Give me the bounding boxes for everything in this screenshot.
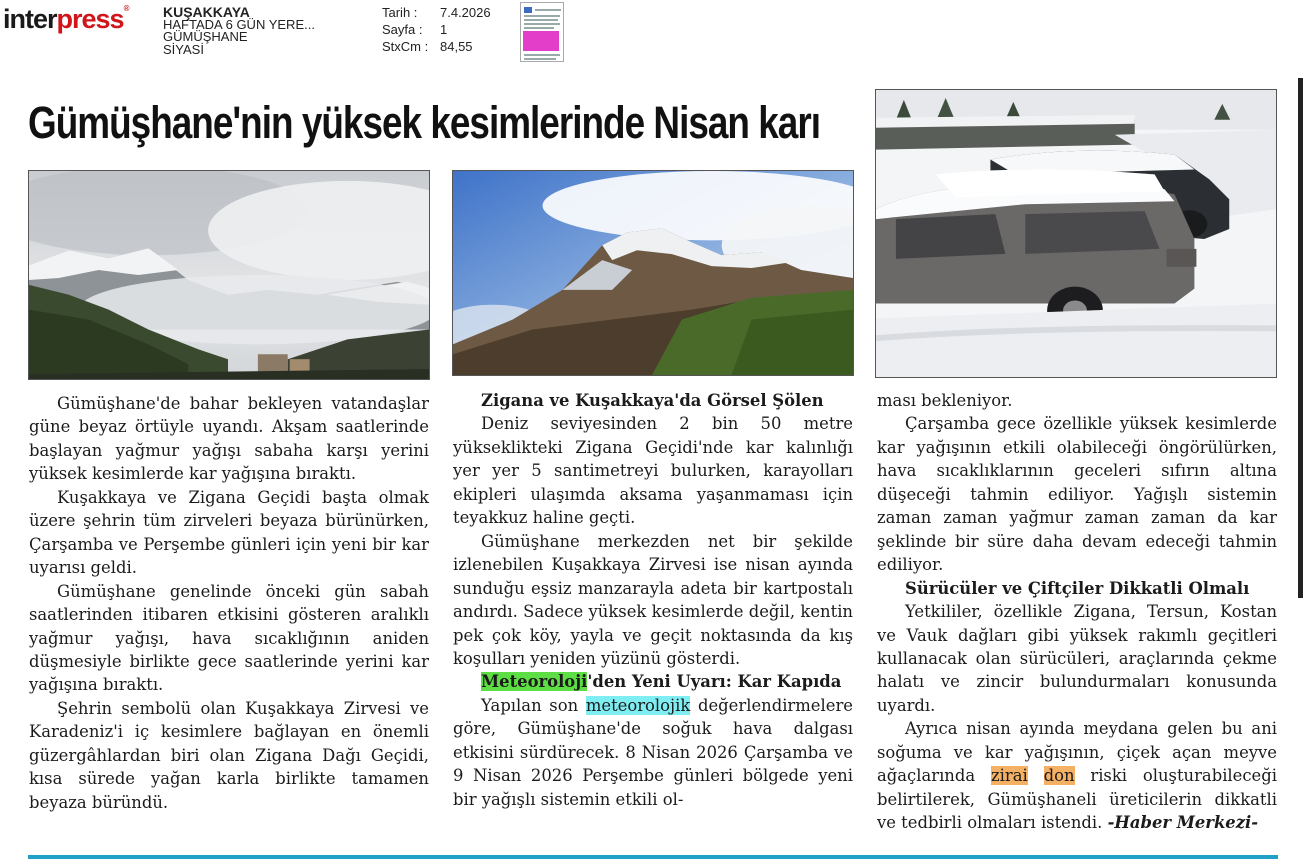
- photo-snowy-rock-peak-image: [453, 171, 853, 375]
- stxcm-row: [382, 38, 491, 55]
- photo-snow-covered-cars-image: [876, 90, 1276, 377]
- paragraph: Kuşakkaya ve Zigana Geçidi başta olmak üzere şehrin tüm zirveleri beyaza bürünürken, Çarşamba ve Perşembe günleri için yeni bir kar uyarısı geldi.: [29, 487, 429, 578]
- bottom-divider: [28, 855, 1278, 859]
- thumbnail-line: [535, 9, 561, 11]
- paragraph: Yetkililer, özellikle Zigana, Tersun, Kostan ve Vauk dağları gibi yüksek rakımlı geçitleri kullanacak olan sürücüleri, araçlarında çekme halatı ve zincir bulundurmaları konusunda uyardı.: [877, 602, 1277, 715]
- photo-snowy-rock-peak: [452, 170, 854, 376]
- article-column-2: [453, 389, 853, 811]
- date-label: Tarih :: [382, 5, 418, 20]
- article-headline: Gümüşhane'nin yüksek kesimlerinde Nisan karı: [28, 97, 820, 148]
- thumbnail-line: [524, 54, 560, 56]
- photo-foggy-mountains-image: [29, 171, 429, 379]
- thumbnail-line: [524, 58, 556, 60]
- subheading-drivers-farmers: Sürücüler ve Çiftçiler Dikkatli Olmalı: [905, 578, 1250, 598]
- paragraph: Çarşamba gece özellikle yüksek kesimlerde kar yağışının etkili olabileceği öngörülürken, hava sıcaklıklarının geceleri sıfırın altına düşeceği tahmin ediliyor. Yağışlı sistemin zaman zaman yağmur zaman zaman da kar şeklinde bir süre daha devam edeceği tahmin ediliyor.: [877, 414, 1277, 575]
- highlighted-keyword: meteorolojik: [585, 695, 691, 715]
- photo-snow-covered-cars: [875, 89, 1277, 378]
- paragraph-text: riski oluşturabileceği belirtilerek, Gümüşhaneli üreticilerin dikkatli ve tedbirli olmaları istendi.: [877, 766, 1277, 833]
- publication-section: SİYASİ: [163, 41, 204, 57]
- right-edge-rule: [1298, 78, 1303, 598]
- paragraph-continuation: ması bekleniyor.: [877, 391, 1013, 410]
- publication-name: KUŞAKKAYA: [163, 4, 250, 20]
- paragraph-text: Yapılan son: [481, 695, 586, 715]
- page-value: 1: [440, 22, 448, 37]
- subheading-text: 'den Yeni Uyarı: Kar Kapıda: [587, 672, 842, 692]
- paragraph-text: Ayrıca nisan ayında meydana gelen bu ani soğuma ve kar yağışının, çiçek açan meyve ağaçlarında: [877, 719, 1277, 786]
- article-column-3: [877, 389, 1277, 835]
- date-row: [382, 4, 491, 21]
- logo-text-inter: inter: [3, 4, 57, 34]
- thumbnail-highlighted-area: [523, 31, 559, 51]
- publication-city: GÜMÜŞHANE: [163, 29, 248, 44]
- publication-frequency: HAFTADA 6 GÜN YERE...: [163, 16, 315, 32]
- paragraph: Gümüşhane'de bahar bekleyen vatandaşlar güne beyaz örtüyle uyandı. Akşam saatlerinde başlayan yağmur yağışı sabaha karşı yerini yüksek kesimlerde kar yağışına bıraktı.: [29, 394, 429, 484]
- page-row: [382, 21, 491, 38]
- thumbnail-logo-mark: [524, 7, 532, 13]
- clipping-metadata: [382, 4, 491, 55]
- subheading-meteorology-warning: [453, 670, 853, 693]
- paragraph: Şehrin sembolü olan Kuşakkaya Zirvesi ve Karadeniz'i iç kesimlere bağlayan en önemli güzergâhlardan biri olan Zigana Dağı Geçidi, kısa sürede yağan karla birlikte tamamen beyaza büründü.: [29, 698, 429, 812]
- thumbnail-line: [524, 23, 560, 25]
- paragraph: Gümüşhane genelinde önceki gün sabah saatlerinden itibaren etkisini gösteren aralıklı yağmur yağışı, hava sıcaklığının aniden düşmesiyle birlikte gece saatlerinde yerini kar yağışına bıraktı.: [29, 581, 429, 695]
- paragraph-text: değerlendirmelere göre, Gümüşhane'de soğuk hava dalgası etkisini sürdürecek. 8 Nisan 2026 Çarşamba ve 9 Nisan 2026 Perşembe günleri bölgede yeni bir yağışlı sistemin etkili ol-: [453, 695, 853, 809]
- article-column-1: [29, 392, 429, 814]
- date-value: 7.4.2026: [440, 5, 491, 20]
- stxcm-value: 84,55: [440, 39, 473, 54]
- page-thumbnail[interactable]: [520, 2, 564, 62]
- paragraph-text: [1028, 766, 1044, 785]
- photo-foggy-mountains: [28, 170, 430, 380]
- logo-registered-mark: ®: [123, 4, 129, 13]
- publication-info: [163, 6, 315, 56]
- stxcm-label: StxCm :: [382, 39, 429, 54]
- thumbnail-line: [524, 15, 560, 17]
- highlighted-keyword: don: [1043, 766, 1075, 786]
- highlighted-keyword: zirai: [990, 766, 1028, 786]
- paragraph: [453, 694, 853, 811]
- paragraph: Gümüşhane merkezden net bir şekilde izlenebilen Kuşakkaya Zirvesi ise nisan ayında sunduğu eşsiz manzarayla adeta bir kartpostalı andırdı. Sadece yüksek kesimlerde değil, kentin pek çok köy, yayla ve geçit noktasında da kış koşulları yeniden yüzünü gösterdi.: [453, 531, 853, 668]
- page-label: Sayfa :: [382, 22, 423, 37]
- logo-text-press: press: [56, 4, 124, 34]
- interpress-logo: [3, 4, 128, 35]
- subheading-visual-feast: Zigana ve Kuşakkaya'da Görsel Şölen: [481, 391, 824, 410]
- thumbnail-line: [524, 19, 558, 21]
- highlighted-keyword: Meteoroloji: [481, 672, 588, 692]
- thumbnail-line: [524, 27, 554, 29]
- paragraph: Deniz seviyesinden 2 bin 50 metre yükseklikteki Zigana Geçidi'nde kar kalınlığı yer yer 5 santimetreyi bulurken, karayolları ekipleri ulaşımda aksama yaşanmaması için teyakkuz haline geçti.: [453, 414, 853, 528]
- article-signature: -Haber Merkezi-: [1107, 813, 1259, 833]
- paragraph: [877, 717, 1277, 834]
